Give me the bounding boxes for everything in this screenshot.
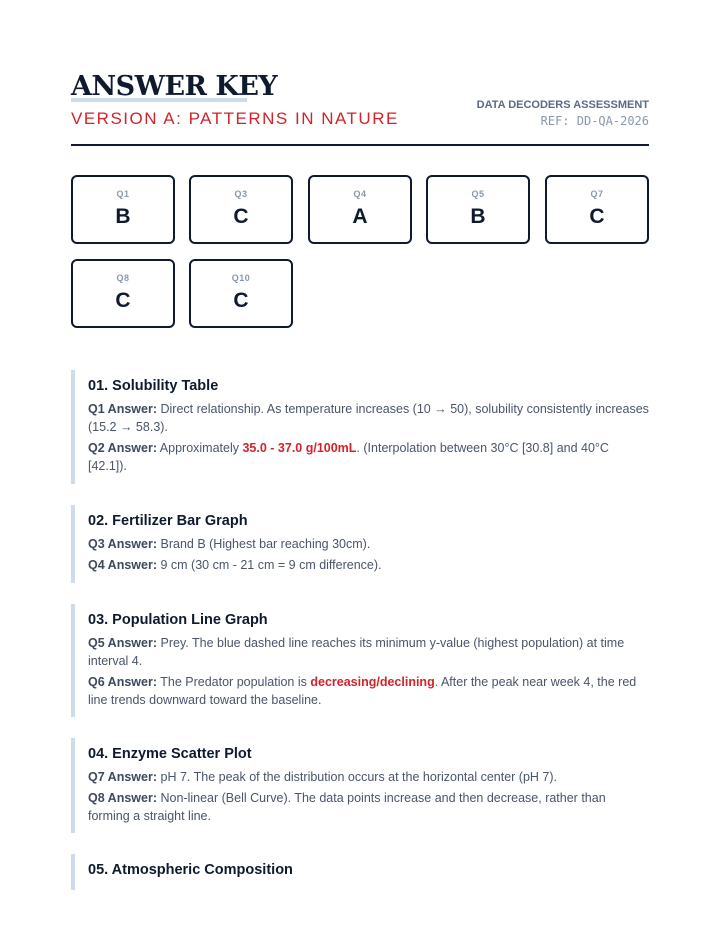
answer-label: Q8 Answer: xyxy=(88,791,158,805)
page-title: ANSWER KEY xyxy=(71,71,278,102)
card-question: Q3 xyxy=(234,189,248,199)
answer-q8 xyxy=(88,789,649,825)
answer-text: pH 7. The peak of the distribution occurs at the horizontal center (pH 7). xyxy=(157,770,557,784)
answer-label: Q7 Answer: xyxy=(88,770,158,784)
answer-card xyxy=(71,175,175,244)
section-title: 02. Fertilizer Bar Graph xyxy=(88,513,248,529)
reference-code: REF: DD-QA-2026 xyxy=(540,114,649,128)
card-question: Q8 xyxy=(116,273,130,283)
card-question: Q1 xyxy=(116,189,130,199)
answer-q5 xyxy=(88,634,649,670)
answer-label: Q5 Answer: xyxy=(88,636,158,650)
answer-q1 xyxy=(88,400,649,436)
answer-card xyxy=(426,175,530,244)
card-answer: B xyxy=(470,205,486,228)
section-solubility-table xyxy=(71,370,649,484)
section-title: 03. Population Line Graph xyxy=(88,612,268,628)
header xyxy=(71,72,649,146)
card-answer: C xyxy=(115,289,131,312)
answer-text: 9 cm (30 cm - 21 cm = 9 cm difference). xyxy=(157,558,382,572)
answer-q4 xyxy=(88,556,649,574)
card-answer: C xyxy=(589,205,605,228)
answer-card xyxy=(545,175,649,244)
card-answer: A xyxy=(352,205,368,228)
card-answer: C xyxy=(233,205,249,228)
section-fertilizer-bar-graph xyxy=(71,505,649,583)
answer-text: . After the peak near week 4, the red line trends downward toward the baseline. xyxy=(88,675,637,707)
card-question: Q4 xyxy=(353,189,367,199)
answer-highlight: decreasing/declining xyxy=(310,675,435,689)
section-title: 05. Atmospheric Composition xyxy=(88,862,293,878)
answer-text: The Predator population is xyxy=(157,675,311,689)
answer-text: . (Interpolation between 30°C [30.8] and 40°C [42.1]). xyxy=(88,441,609,473)
card-question: Q5 xyxy=(471,189,485,199)
answer-card xyxy=(189,259,293,328)
answer-q7 xyxy=(88,768,649,786)
answer-label: Q2 Answer: xyxy=(88,441,158,455)
card-answer: B xyxy=(115,205,131,228)
card-question: Q10 xyxy=(231,273,251,283)
answer-highlight: 35.0 - 37.0 g/100mL xyxy=(242,441,357,455)
assessment-name: DATA DECODERS ASSESSMENT xyxy=(476,99,649,111)
section-atmospheric-composition xyxy=(71,854,649,890)
answer-q2 xyxy=(88,439,649,475)
answer-card xyxy=(189,175,293,244)
answer-label: Q3 Answer: xyxy=(88,537,158,551)
version-subtitle: VERSION A: PATTERNS IN NATURE xyxy=(71,109,399,128)
answer-card xyxy=(308,175,412,244)
answer-text: Direct relationship. As temperature increases (10 → 50), solubility consistently increases (15.2 → 58.3). xyxy=(88,402,649,434)
answer-label: Q1 Answer: xyxy=(88,402,158,416)
answer-text: Non-linear (Bell Curve). The data points increase and then decrease, rather than forming a straight line. xyxy=(88,791,606,823)
answer-label: Q6 Answer: xyxy=(88,675,158,689)
answer-q6 xyxy=(88,673,649,709)
section-population-line-graph xyxy=(71,604,649,717)
answer-text: Prey. The blue dashed line reaches its minimum y-value (highest population) at time interval 4. xyxy=(88,636,625,668)
card-question: Q7 xyxy=(590,189,604,199)
section-title: 01. Solubility Table xyxy=(88,378,219,394)
answer-text: Brand B (Highest bar reaching 30cm). xyxy=(157,537,371,551)
section-enzyme-scatter-plot xyxy=(71,738,649,833)
answer-q3 xyxy=(88,535,649,553)
answer-text: Approximately xyxy=(157,441,243,455)
card-answer: C xyxy=(233,289,249,312)
answer-card xyxy=(71,259,175,328)
answer-label: Q4 Answer: xyxy=(88,558,158,572)
section-title: 04. Enzyme Scatter Plot xyxy=(88,746,252,762)
